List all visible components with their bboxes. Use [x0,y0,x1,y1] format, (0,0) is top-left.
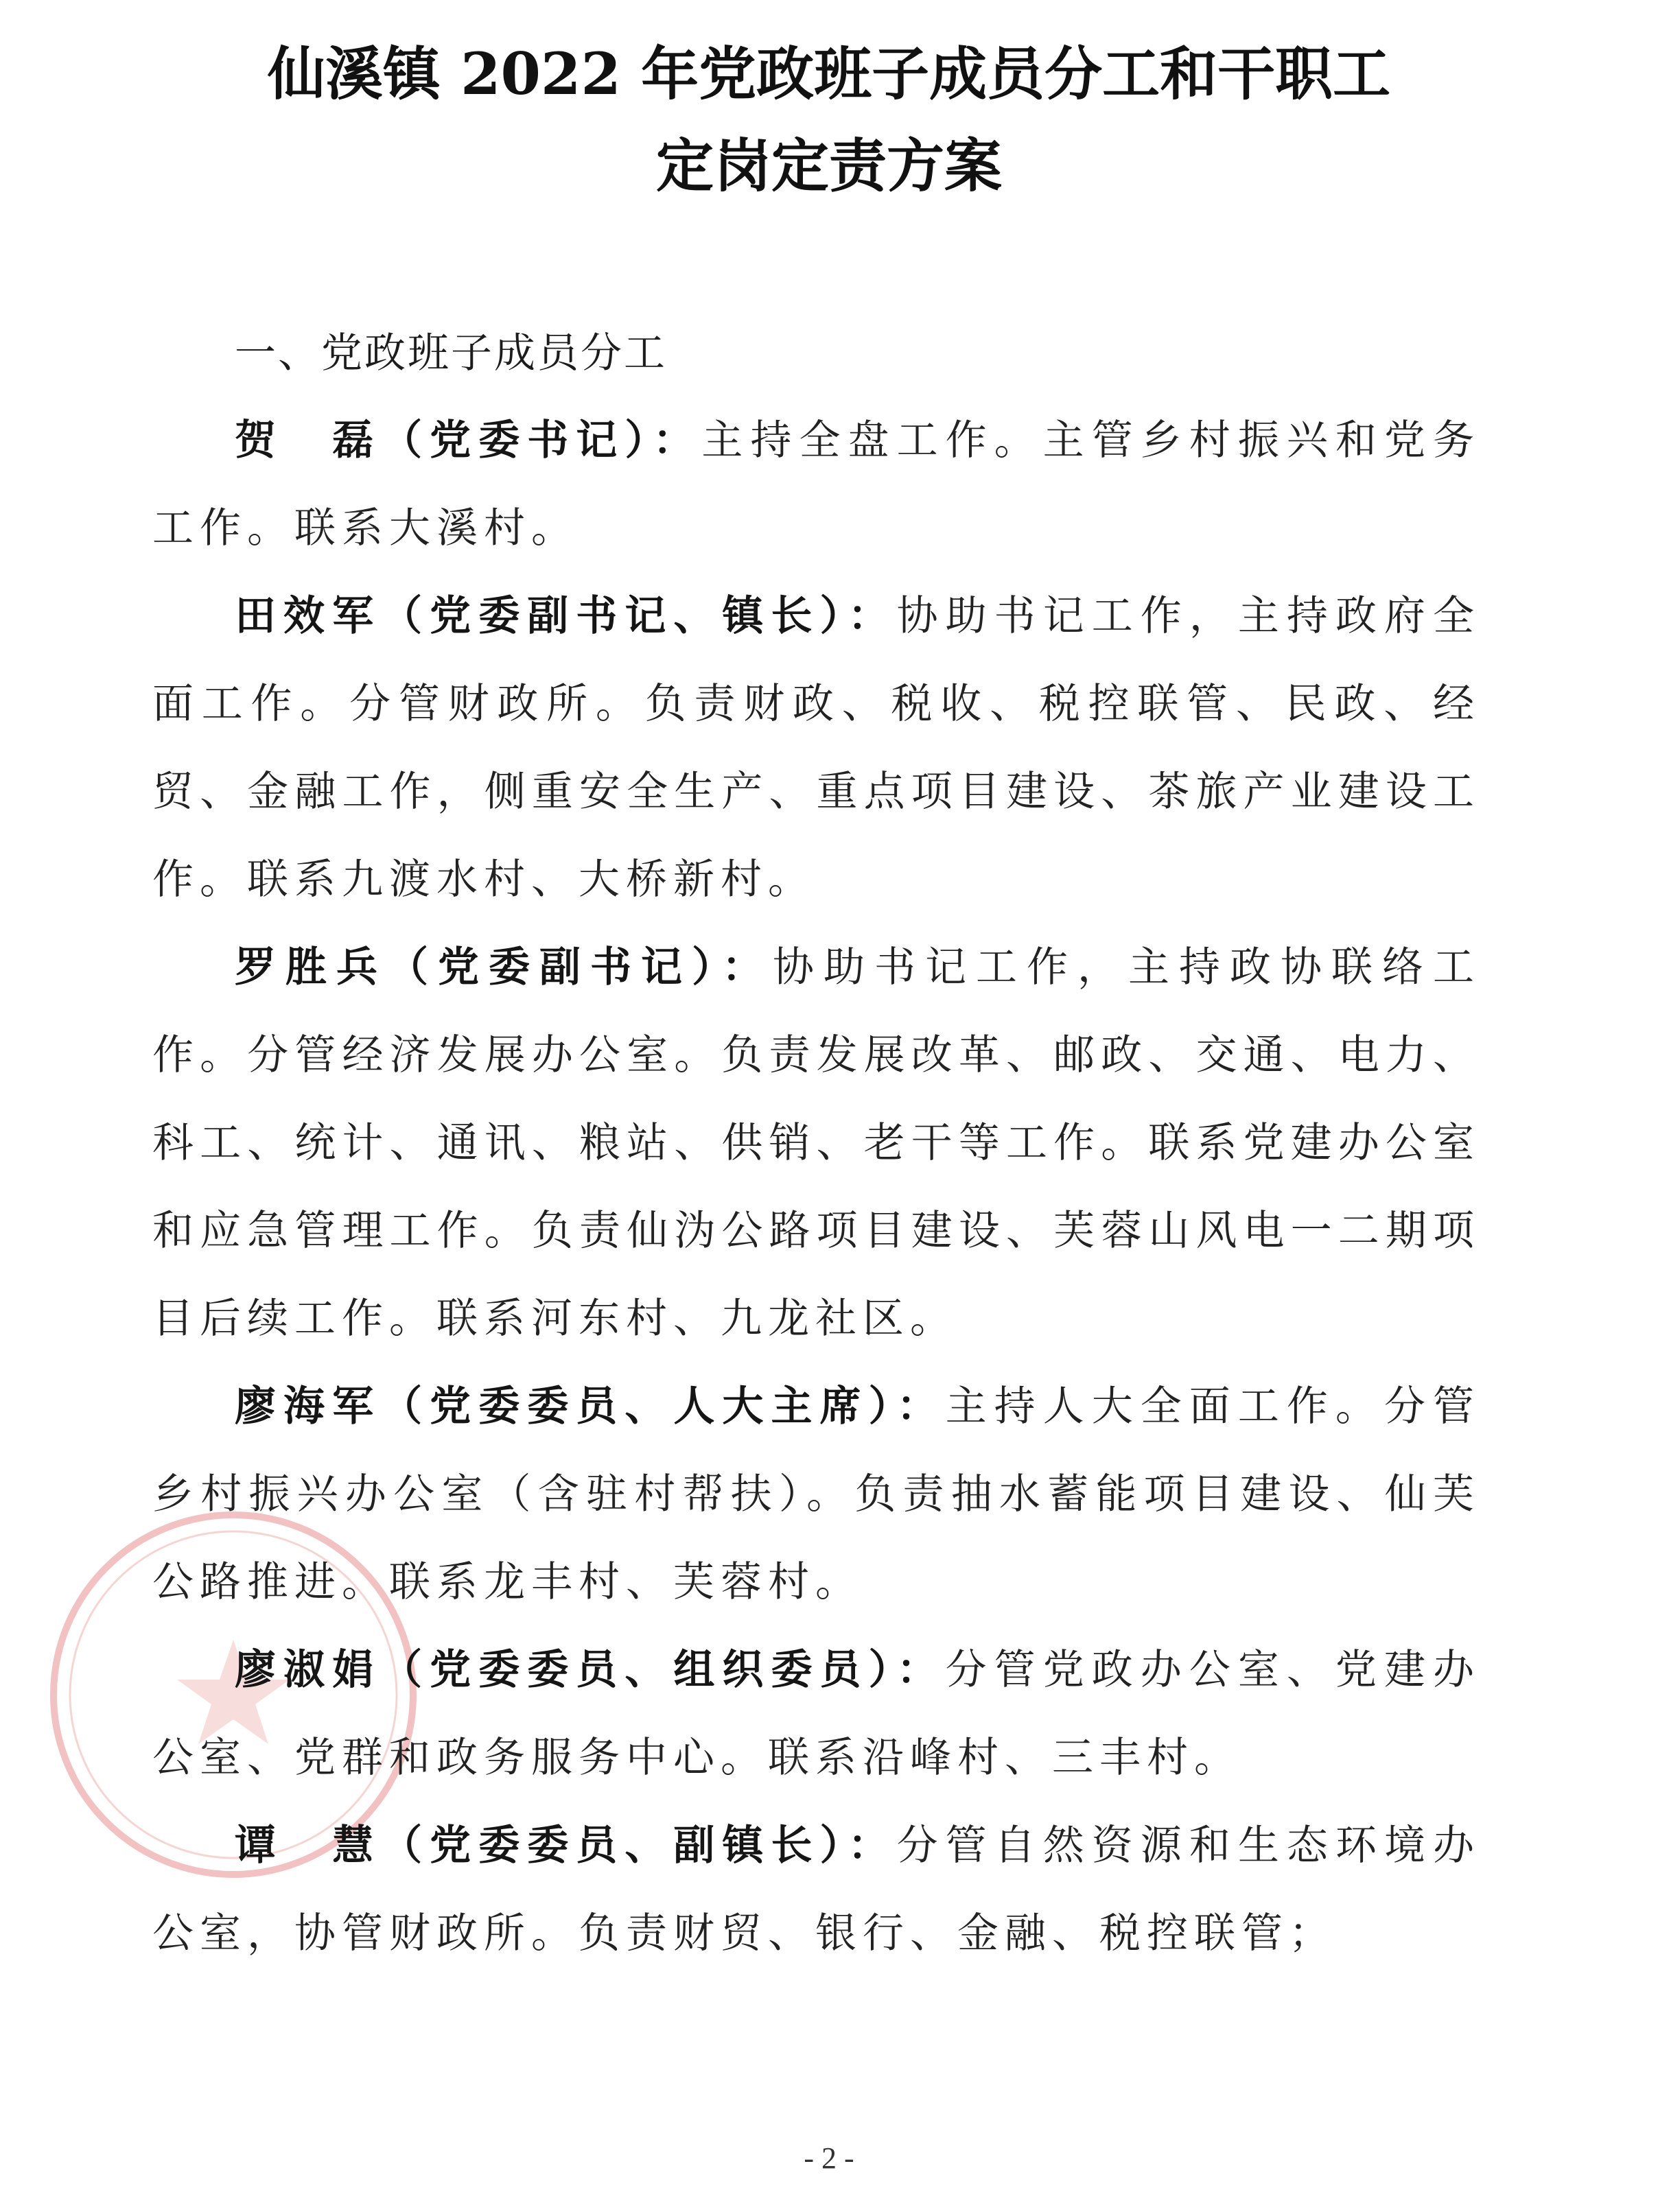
page-number: - 2 - [804,2141,854,2175]
member-paragraph [152,1363,1480,1626]
member-duties: 主持全盘工作。主管乡村振兴和党务工作。联系大溪村。 [152,416,1481,552]
member-role: （党委副书记、镇长）： [381,592,897,640]
member-role: （党委副书记）： [387,943,773,991]
document-title-line-2: 定岗定责方案 [655,132,1002,200]
member-duties: 协助书记工作，主持政府全面工作。分管财政所。负责财政、税收、税控联管、民政、经贸、金融工作，侧重安全生产、重点项目建设、茶旅产业建设工作。联系九渡水村、大桥新村。 [152,592,1481,904]
member-duties: 协助书记工作，主持政协联络工作。分管经济发展办公室。负责发展改革、邮政、交通、电力、科工、统计、通讯、粮站、供销、老干等工作。联系党建办公室和应急管理工作。负责仙沩公路项目建设、芙蓉山风电一二期项目后续工作。联系河东村、九龙社区。 [152,943,1480,1343]
member-name: 廖淑娟 [235,1646,382,1694]
member-paragraph [152,1802,1480,1977]
document-title-line-1: 仙溪镇 2022 年党政班子成员分工和干职工 [267,40,1391,108]
member-name: 谭 慧 [235,1822,382,1870]
member-duties: 分管自然资源和生态环境办公室，协管财政所。负责财贸、银行、金融、税控联管； [152,1822,1481,1957]
document-body [152,310,1480,1977]
section-heading: 一、党政班子成员分工 [235,329,667,377]
member-role: （党委委员、人大主席）： [381,1382,946,1431]
member-role: （党委书记）： [381,416,702,464]
member-paragraph [152,397,1480,572]
member-paragraph [152,572,1480,923]
member-role: （党委委员、组织委员）： [381,1646,946,1694]
member-name: 罗胜兵 [235,943,387,991]
member-duties: 主持人大全面工作。分管乡村振兴办公室（含驻村帮扶）。负责抽水蓄能项目建设、仙芙公路推进。联系龙丰村、芙蓉村。 [152,1382,1481,1606]
member-name: 贺 磊 [235,416,382,464]
member-duties: 分管党政办公室、党建办公室、党群和政务服务中心。联系沿峰村、三丰村。 [152,1646,1481,1782]
member-paragraph [152,1626,1480,1802]
member-name: 田效军 [235,592,382,640]
member-name: 廖海军 [235,1382,382,1431]
member-paragraph [152,923,1480,1363]
member-role: （党委委员、副镇长）： [381,1822,897,1870]
